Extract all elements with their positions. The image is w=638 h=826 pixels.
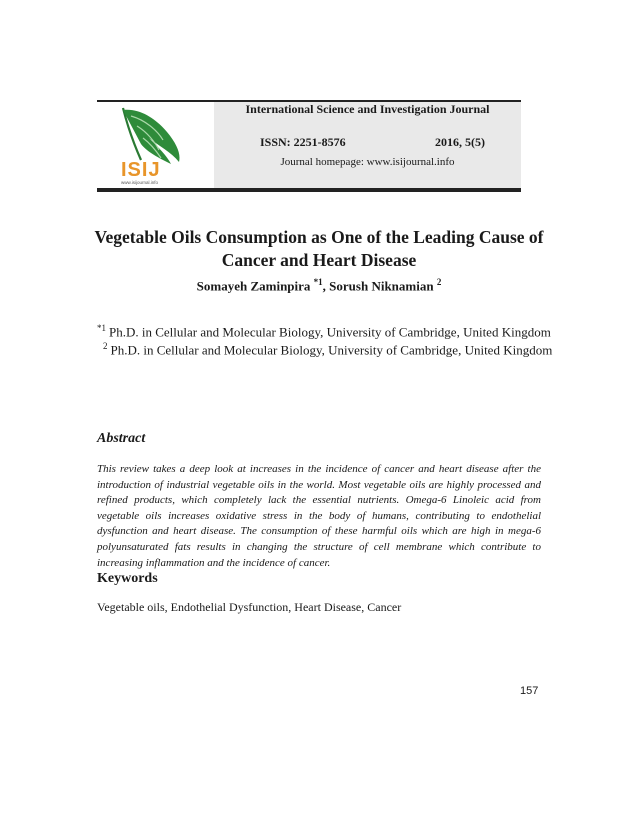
feather-logo-icon [97, 102, 213, 188]
header-bottom-rule [97, 188, 521, 192]
affiliation-2 [103, 341, 552, 358]
journal-logo [97, 102, 213, 188]
logo-text: ISIJ [121, 159, 161, 181]
author-name: Somayeh Zaminpira [196, 278, 311, 294]
author-superscript: *1 [313, 277, 323, 287]
paper-title: Vegetable Oils Consumption as One of the Leading Cause of Cancer and Heart Disease [94, 227, 544, 270]
author-superscript: 2 [436, 277, 442, 287]
keywords-list: Vegetable oils, Endothelial Dysfunction, Heart Disease, Cancer [97, 600, 402, 614]
keywords-heading: Keywords [97, 571, 158, 586]
journal-homepage: Journal homepage: www.isijournal.info [280, 156, 455, 168]
author-name: Sorush Niknamian [329, 278, 434, 294]
journal-info-band [214, 102, 521, 188]
author-line [0, 277, 638, 294]
affiliation-text: Ph.D. in Cellular and Molecular Biology, University of Cambridge, United Kingdom [110, 342, 553, 358]
affiliation-marker: 2 [103, 341, 108, 351]
issn: ISSN: 2251-8576 [260, 135, 346, 149]
logo-url: www.isijournal.info [121, 180, 159, 185]
affiliation-1 [97, 323, 551, 340]
page-number: 157 [520, 685, 539, 697]
abstract-heading: Abstract [97, 431, 146, 446]
author-separator: , [322, 278, 330, 294]
affiliation-text: Ph.D. in Cellular and Molecular Biology, University of Cambridge, United Kingdom [109, 324, 551, 340]
journal-name: International Science and Investigation Journal [245, 102, 490, 116]
affiliation-marker: *1 [97, 323, 106, 333]
volume-issue: 2016, 5(5) [435, 135, 485, 149]
abstract-body: This review takes a deep look at increases in the incidence of cancer and heart disease after the introduction of industrial vegetable oils in the world. Most vegetable oils are highly processed and refined products, which completely lack the essential nutrients. Omega-6 Linoleic acid from vegetable oils increases oxidative stress in the body of humans, contributing to endothelial dysfunction and heart disease. The consumption of these harmful oils which are high in mega-6 polyunsaturated fats results in changing the structure of cell membrane which contribute to increasing inflammation and the incidence of cancer. [97, 463, 541, 569]
